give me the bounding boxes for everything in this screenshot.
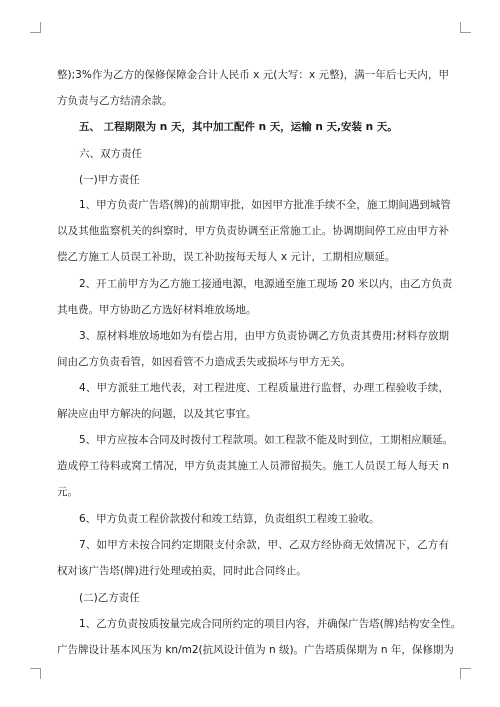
text-line: 1、甲方负责广告塔(牌)的前期审批，如因甲方批准手续不全，施工期间遇到城管: [79, 199, 451, 211]
subsection-heading-party-b: (二)乙方责任: [79, 592, 140, 604]
text-line: 间由乙方负责看管，如因看管不力造成丢失或损坏与甲方无关。: [57, 356, 351, 368]
crop-mark-top-right: [460, 22, 471, 33]
text-line: 解决应由甲方解决的问题，以及其它事宜。: [57, 408, 257, 420]
text-line: 广告牌设计基本风压为 kn/m2(抗风设计值为 n 级)。广告塔质保期为 n 年，保修期为: [57, 644, 454, 656]
text-line: 5、甲方应按本合同及时拨付工程款项。如工程款不能及时到位，工期相应顺延。: [79, 434, 454, 446]
text-line: 其电费。甲方协助乙方选好材料堆放场地。: [57, 304, 257, 316]
text-line: 7、如甲方未按合同约定期限支付余款，甲、乙双方经协商无效情况下，乙方有: [79, 539, 449, 551]
text-line: 元。: [57, 486, 78, 498]
text-line: 整);3%作为乙方的保修保障金合计人民币 x 元(大写：x 元整)，满一年后七天内，甲: [57, 69, 449, 81]
text-line: 2、开工前甲方为乙方施工接通电源，电源通至施工现场 20 米以内，由乙方负责: [79, 278, 453, 290]
text-line: 1、乙方负责按质按量完成合同所约定的项目内容，并确保广告塔(牌)结构安全性。: [79, 618, 462, 630]
text-line: 3、原材料堆放场地如为有偿占用，由甲方负责协调乙方负责其费用;材料存放期: [79, 330, 449, 342]
subsection-heading-party-a: (一)甲方责任: [79, 174, 140, 186]
text-line: 权对该广告塔(牌)进行处理或拍卖，同时此合同终止。: [57, 565, 307, 577]
text-line: 4、甲方派驻工地代表，对工程进度、工程质量进行监督，办理工程验收手续，: [79, 382, 449, 394]
crop-mark-bottom-right: [460, 668, 471, 679]
text-line: 方负责与乙方结清余款。: [57, 95, 173, 107]
text-line: 造成停工待料或窝工情况，甲方负责其施工人员滞留损失。施工人员误工每人每天 n: [57, 460, 449, 472]
section-heading-responsibilities: 六、双方责任: [79, 148, 142, 160]
text-line: 6、甲方负责工程价款拨付和竣工结算，负责组织工程竣工验收。: [79, 513, 380, 525]
crop-mark-top-left: [30, 22, 41, 33]
section-heading-project-period: 五、 工程期限为 n 天，其中加工配件 n 天，运输 n 天,安装 n 天。: [79, 121, 398, 133]
crop-mark-bottom-left: [30, 668, 41, 679]
text-line: 以及其他监察机关的纠察时，甲方负责协调至正常施工止。协调期间停工应由甲方补: [57, 225, 449, 237]
text-line: 偿乙方施工人员误工补助，误工补助按每天每人 x 元计，工期相应顺延。: [57, 251, 396, 263]
